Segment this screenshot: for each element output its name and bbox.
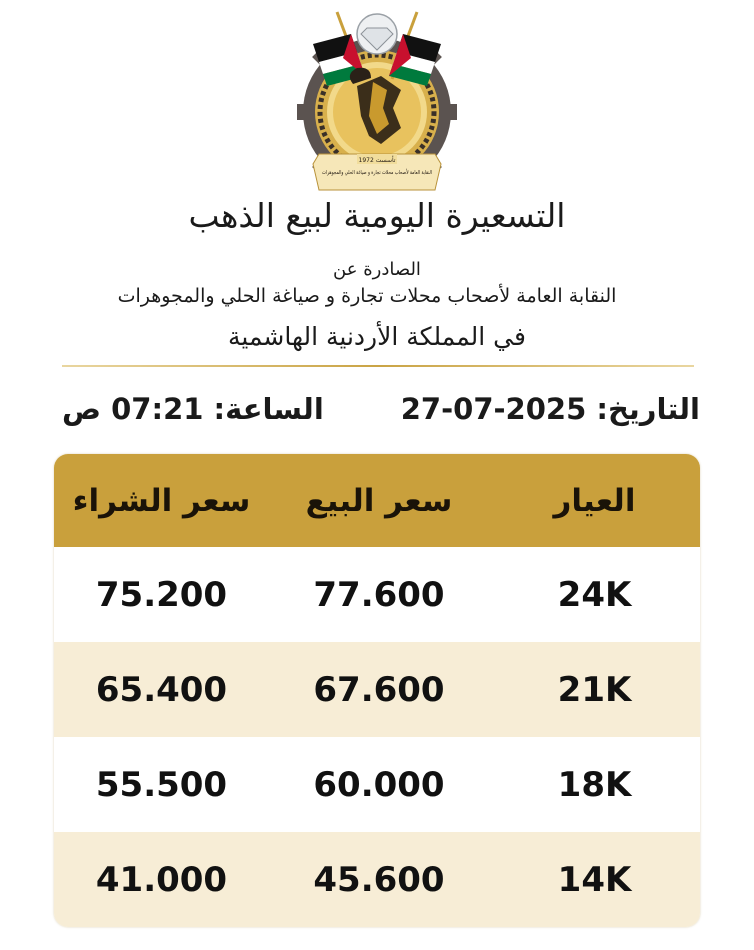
date-value: 27-07-2025	[400, 392, 587, 426]
karat-cell: 18K	[557, 764, 632, 805]
buy-price-cell: 75.200	[95, 574, 228, 615]
table-header-row	[54, 454, 700, 547]
table-row	[54, 642, 700, 737]
table-row	[54, 547, 700, 642]
union-name: النقابة العامة لأصحاب محلات تجارة و صياغة الحلي والمجوهرات	[117, 285, 617, 307]
header-divider	[62, 365, 694, 367]
karat-cell: 14K	[557, 859, 632, 900]
buy-price-cell: 65.400	[95, 669, 228, 710]
banner-ribbon-icon	[313, 154, 467, 190]
time-value: 07:21 ص	[62, 392, 204, 426]
table-row	[54, 832, 700, 927]
sell-price-cell: 60.000	[313, 764, 445, 805]
header-buy-price: سعر الشراء	[72, 482, 251, 519]
sell-price-cell: 77.600	[313, 574, 445, 615]
page-title: التسعيرة اليومية لبيع الذهب	[188, 196, 566, 235]
gold-price-table	[54, 454, 700, 927]
karat-cell: 24K	[557, 574, 632, 615]
time-label: الساعة:	[213, 392, 324, 426]
header-karat: العيار	[553, 482, 636, 519]
header-sell-price: سعر البيع	[305, 482, 453, 519]
time-display	[62, 392, 324, 432]
sell-price-cell: 45.600	[313, 859, 445, 900]
logo-ring-text: النقابة العامة لأصحاب محلات تجارة و صياغة الحلي والمجوهرات	[322, 170, 467, 176]
union-logo	[277, 4, 477, 196]
diamond-icon	[357, 14, 397, 54]
buy-price-cell: 55.500	[95, 764, 228, 805]
table-row	[54, 737, 700, 832]
kingdom-name: في المملكة الأردنية الهاشمية	[228, 322, 526, 351]
karat-cell: 21K	[557, 669, 632, 710]
issued-by-label: الصادرة عن	[333, 259, 421, 280]
date-label: التاريخ:	[596, 392, 700, 426]
union-logo-emblem	[277, 4, 477, 196]
date-display	[401, 392, 700, 432]
buy-price-cell: 41.000	[95, 859, 228, 900]
sell-price-cell: 67.600	[313, 669, 445, 710]
logo-year-text: تأسست 1972	[358, 157, 396, 164]
